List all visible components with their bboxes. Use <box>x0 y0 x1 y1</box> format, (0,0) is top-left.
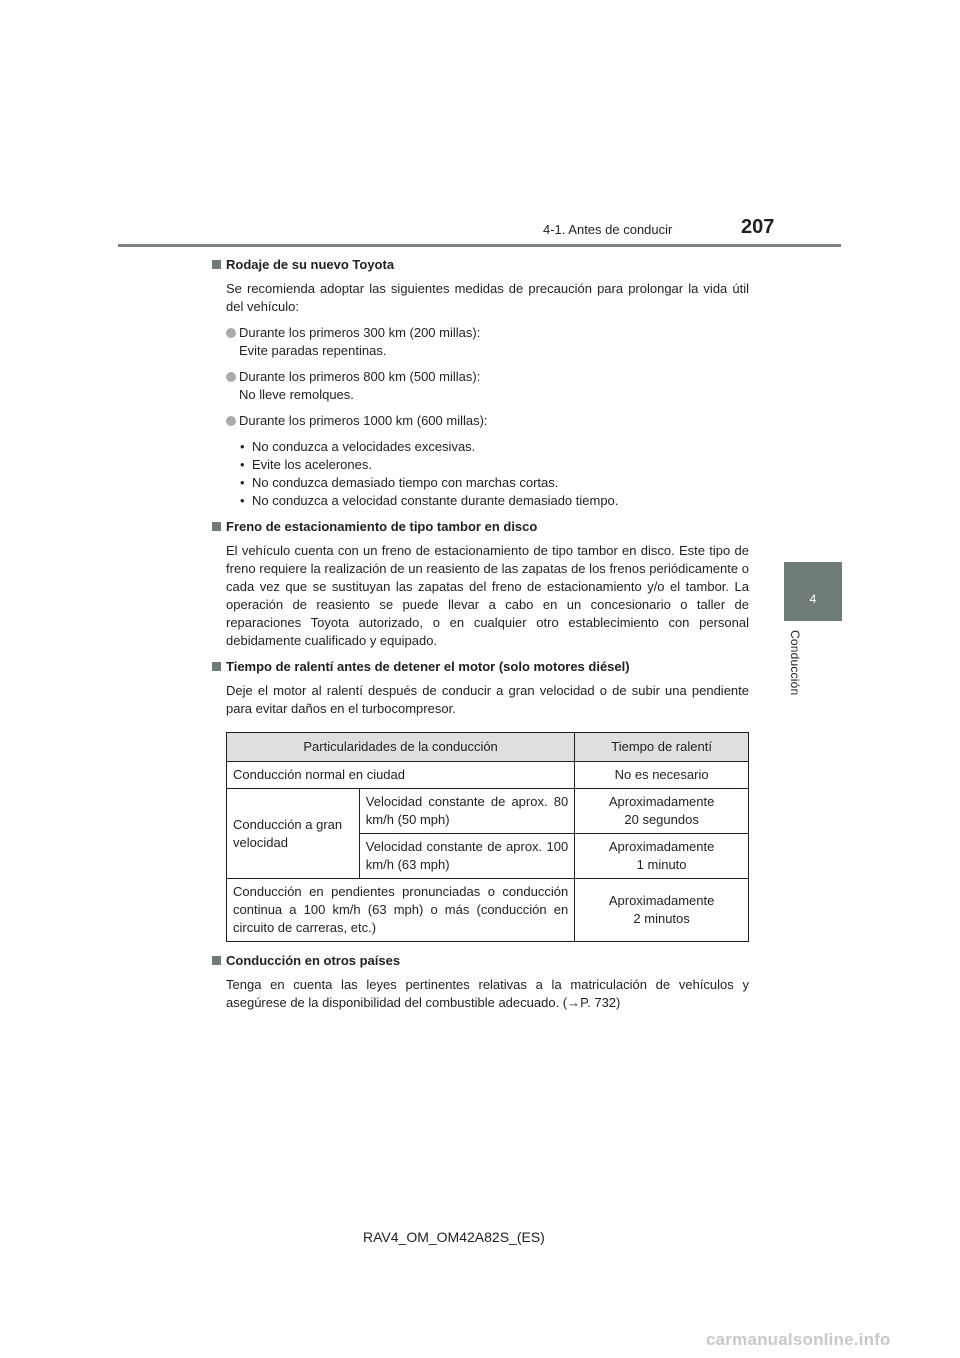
chapter-number: 4 <box>809 592 817 606</box>
header-section-title: 4-1. Antes de conducir <box>543 222 673 237</box>
chapter-tab <box>784 562 842 621</box>
paragraph: Deje el motor al ralentí después de conducir a gran velocidad o de subir una pendiente para evitar daños en el turbocompresor. <box>226 683 749 716</box>
sub-list-item: • Evite los acelerones. <box>239 456 749 474</box>
list-item-text: No lleve remolques. <box>239 387 354 402</box>
idle-time-table <box>226 732 749 942</box>
header-divider <box>118 244 841 247</box>
watermark: carmanualsonline.info <box>706 1330 891 1349</box>
sub-list-item: • No conduzca a velocidades excesivas. <box>239 438 749 456</box>
section-ralenti <box>212 658 749 942</box>
square-bullet-icon <box>212 522 221 531</box>
paragraph: Tenga en cuenta las leyes pertinentes relativas a la matriculación de vehículos y asegúrese de la disponibilidad del combustible adecuado. (→P. 732) <box>226 977 749 1010</box>
circle-bullet-icon <box>226 416 236 426</box>
cell-line: Aproximadamente <box>608 893 715 908</box>
circle-bullet-icon <box>226 328 236 338</box>
section-title <box>212 658 749 676</box>
table-header-row <box>227 733 749 762</box>
sub-list-item: • No conduzca a velocidad constante durante demasiado tiempo. <box>239 492 749 510</box>
square-bullet-icon <box>212 662 221 671</box>
table-header-cell: Tiempo de ralentí <box>575 733 749 762</box>
list-item-text: Evite paradas repentinas. <box>239 343 387 358</box>
section-title <box>212 256 749 274</box>
page-content <box>212 256 749 1012</box>
paragraph: El vehículo cuenta con un freno de estacionamiento de tipo tambor en disco. Este tipo de freno requiere la realización de un reasiento de las zapatas de los frenos periódicamente o cada vez que se sustituyan las zapatas del freno de estacionamiento y/o el tambor. La operación de reasiento se puede llevar a cabo en un concesionario o taller de reparaciones Toyota autorizado, o en cualquier otro establecimiento con personal debidamente cualificado y equipado. <box>226 543 749 648</box>
table-row <box>227 879 749 942</box>
list-item <box>226 368 749 404</box>
table-cell: Conducción a gran velocidad <box>227 789 360 879</box>
list-item-text: Durante los primeros 800 km (500 millas): <box>239 369 481 384</box>
table-row <box>227 762 749 789</box>
cell-line: Aproximadamente <box>608 839 715 854</box>
section-freno <box>212 518 749 650</box>
section-title-text: Rodaje de su nuevo Toyota <box>226 257 395 272</box>
table-cell: Velocidad constante de aprox. 100 km/h (63 mph) <box>359 834 574 879</box>
section-title-text: Conducción en otros países <box>226 953 401 968</box>
table-row <box>227 789 749 834</box>
list-item-text: Durante los primeros 300 km (200 millas): <box>239 325 481 340</box>
section-title <box>212 518 749 536</box>
sub-list-item: • No conduzca demasiado tiempo con marchas cortas. <box>239 474 749 492</box>
square-bullet-icon <box>212 956 221 965</box>
section-rodaje <box>212 256 749 510</box>
table-cell: Conducción en pendientes pronunciadas o conducción continua a 100 km/h (63 mph) o más (conducción en circuito de carreras, etc.) <box>227 879 575 942</box>
cell-line: 2 minutos <box>633 911 690 926</box>
section-paises <box>212 952 749 1012</box>
table-cell: Velocidad constante de aprox. 80 km/h (50 mph) <box>359 789 574 834</box>
table-header-cell: Particularidades de la conducción <box>227 733 575 762</box>
cell-line: 1 minuto <box>636 857 687 872</box>
sub-list <box>239 438 749 510</box>
table-cell: No es necesario <box>575 762 749 789</box>
table-cell <box>575 789 749 834</box>
document-code: RAV4_OM_OM42A82S_(ES) <box>363 1229 545 1245</box>
table-cell <box>575 879 749 942</box>
cell-line: 20 segundos <box>624 812 699 827</box>
section-title <box>212 952 749 970</box>
square-bullet-icon <box>212 260 221 269</box>
chapter-label: Conducción <box>788 630 802 696</box>
table-cell: Conducción normal en ciudad <box>227 762 575 789</box>
list-item <box>226 412 749 430</box>
cell-line: Aproximadamente <box>608 794 715 809</box>
section-title-text: Tiempo de ralentí antes de detener el motor (solo motores diésel) <box>226 659 630 674</box>
page-number: 207 <box>741 216 775 238</box>
section-title-text: Freno de estacionamiento de tipo tambor en disco <box>226 519 538 534</box>
table-cell <box>575 834 749 879</box>
list-item <box>226 324 749 360</box>
list-item-text: Durante los primeros 1000 km (600 millas): <box>239 413 488 428</box>
paragraph: Se recomienda adoptar las siguientes medidas de precaución para prolongar la vida útil del vehículo: <box>226 281 749 314</box>
circle-bullet-icon <box>226 372 236 382</box>
